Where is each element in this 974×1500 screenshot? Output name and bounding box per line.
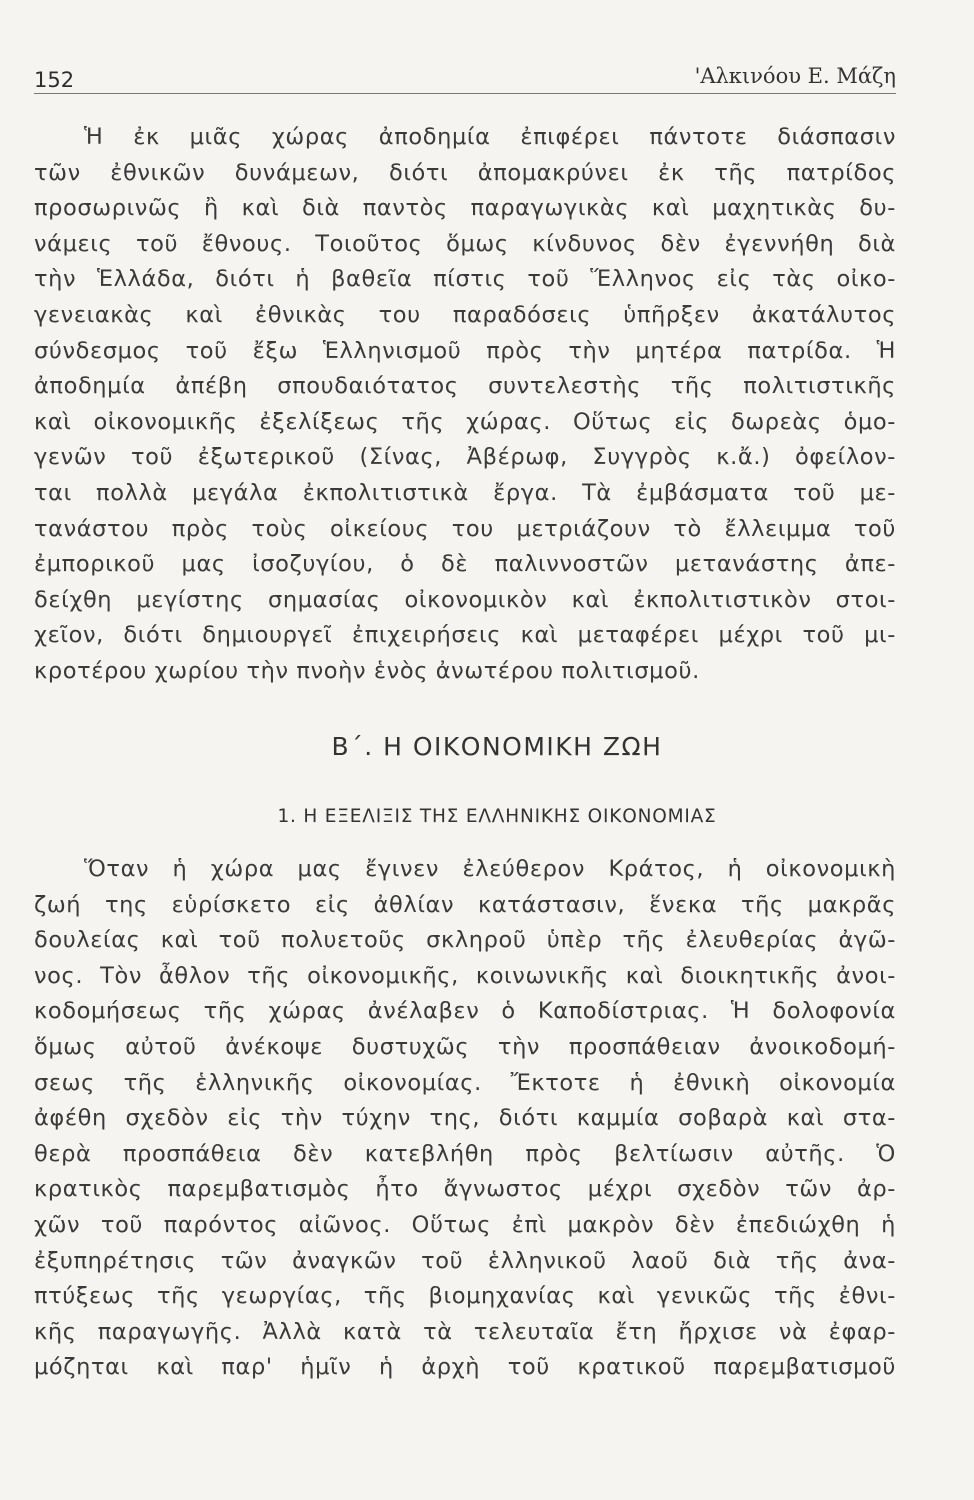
section-heading: Β΄. Η ΟΙΚΟΝΟΜΙΚΗ ΖΩΗ — [331, 732, 663, 761]
text-line: νος. Τὸν ἆθλον τῆς οἰκονομικῆς, κοινωνικῆς καὶ διοικητικῆς ἀνοι- — [34, 962, 896, 989]
text-line: κοδομήσεως τῆς χώρας ἀνέλαβεν ὁ Καποδίστριας. Ἡ δολοφονία — [34, 998, 896, 1025]
text-line: καὶ οἰκονομικῆς ἐξελίξεως τῆς χώρας. Οὕτως εἰς δωρεὰς ὁμο- — [34, 408, 896, 435]
text-line: ἐξυπηρέτησις τῶν ἀναγκῶν τοῦ ἑλληνικοῦ λαοῦ διὰ τῆς ἀνα- — [34, 1247, 896, 1274]
paragraph-2 — [34, 852, 896, 1386]
text-line: ζωή της εὑρίσκετο εἰς ἀθλίαν κατάστασιν, ἕνεκα τῆς μακρᾶς — [34, 891, 896, 918]
text-line: ὅμως αὐτοῦ ἀνέκοψε δυστυχῶς τὴν προσπάθειαν ἀνοικοδομή- — [34, 1033, 896, 1060]
text-line: γενῶν τοῦ ἐξωτερικοῦ (Σίνας, Ἀβέρωφ, Συγγρὸς κ.ἄ.) ὀφείλον- — [34, 444, 896, 471]
text-line: προσωρινῶς ἢ καὶ διὰ παντὸς παραγωγικὰς καὶ μαχητικὰς δυ- — [34, 195, 896, 222]
text-line: κροτέρου χωρίου τὴν πνοὴν ἑνὸς ἀνωτέρου πολιτισμοῦ. — [34, 657, 700, 684]
text-line: γενειακὰς καὶ ἐθνικὰς του παραδόσεις ὑπῆρξεν ἀκατάλυτος — [34, 301, 896, 328]
text-line: Ὅταν ἡ χώρα μας ἔγινεν ἐλεύθερον Κράτος, ἡ οἰκονομικὴ — [84, 856, 896, 882]
text-line: μόζηται καὶ παρ' ἡμῖν ἡ ἀρχὴ τοῦ κρατικοῦ παρεμβατισμοῦ — [34, 1354, 896, 1381]
text-line: σύνδεσμος τοῦ ἔξω Ἑλληνισμοῦ πρὸς τὴν μητέρα πατρίδα. Ἡ — [34, 337, 896, 364]
text-line: κῆς παραγωγῆς. Ἀλλὰ κατὰ τὰ τελευταῖα ἔτη ἤρχισε νὰ ἐφαρ- — [34, 1318, 896, 1345]
text-line: δείχθη μεγίστης σημασίας οἰκονομικὸν καὶ ἐκπολιτιστικὸν στοι- — [34, 586, 896, 613]
text-line: Ἡ ἐκ μιᾶς χώρας ἀποδημία ἐπιφέρει πάντοτε διάσπασιν — [84, 124, 896, 150]
text-line: νάμεις τοῦ ἔθνους. Τοιοῦτος ὅμως κίνδυνος δὲν ἐγεννήθη διὰ — [34, 230, 896, 257]
text-line: τανάστου πρὸς τοὺς οἰκείους του μετριάζουν τὸ ἔλλειμμα τοῦ — [34, 515, 896, 542]
text-line: δουλείας καὶ τοῦ πολυετοῦς σκληροῦ ὑπὲρ τῆς ἐλευθερίας ἀγῶ- — [34, 927, 896, 954]
paragraph-1 — [34, 120, 896, 690]
text-line: ται πολλὰ μεγάλα ἐκπολιτιστικὰ ἔργα. Τὰ ἐμβάσματα τοῦ με- — [34, 479, 896, 506]
subsection-heading: 1. Η ΕΞΕΛΙΞΙΣ ΤΗΣ ΕΛΛΗΝΙΚΗΣ ΟΙΚΟΝΟΜΙΑΣ — [277, 806, 717, 827]
text-line: ἀφέθη σχεδὸν εἰς τὴν τύχην της, διότι καμμία σοβαρὰ καὶ στα- — [34, 1105, 896, 1132]
text-line: πτύξεως τῆς γεωργίας, τῆς βιομηχανίας καὶ γενικῶς τῆς ἐθνι- — [34, 1283, 896, 1310]
text-line: θερὰ προσπάθεια δὲν κατεβλήθη πρὸς βελτίωσιν αὐτῆς. Ὁ — [34, 1140, 896, 1167]
text-line: ἐμπορικοῦ μας ἰσοζυγίου, ὁ δὲ παλιννοστῶν μετανάστης ἀπε- — [34, 551, 896, 578]
page-number: 152 — [34, 68, 75, 92]
text-line: χῶν τοῦ παρόντος αἰῶνος. Οὕτως ἐπὶ μακρὸν δὲν ἐπεδιώχθη ἡ — [34, 1211, 896, 1238]
text-line: χεῖον, διότι δημιουργεῖ ἐπιχειρήσεις καὶ μεταφέρει μέχρι τοῦ μι- — [34, 622, 896, 649]
text-line: ἀποδημία ἀπέβη σπουδαιότατος συντελεστὴς τῆς πολιτιστικῆς — [34, 373, 896, 400]
page-header — [34, 60, 896, 92]
text-line: κρατικὸς παρεμβατισμὸς ἦτο ἄγνωστος μέχρι σχεδὸν τῶν ἀρ- — [34, 1176, 896, 1203]
header-rule — [34, 93, 896, 94]
text-line: τὴν Ἑλλάδα, διότι ἡ βαθεῖα πίστις τοῦ Ἕλληνος εἰς τὰς οἰκο- — [34, 266, 896, 293]
running-head: 'Αλκινόου Ε. Μάζη — [694, 64, 896, 88]
text-line: σεως τῆς ἑλληνικῆς οἰκονομίας. Ἔκτοτε ἡ ἐθνικὴ οἰκονομία — [34, 1069, 896, 1096]
text-line: τῶν ἐθνικῶν δυνάμεων, διότι ἀπομακρύνει ἐκ τῆς πατρίδος — [34, 159, 896, 186]
